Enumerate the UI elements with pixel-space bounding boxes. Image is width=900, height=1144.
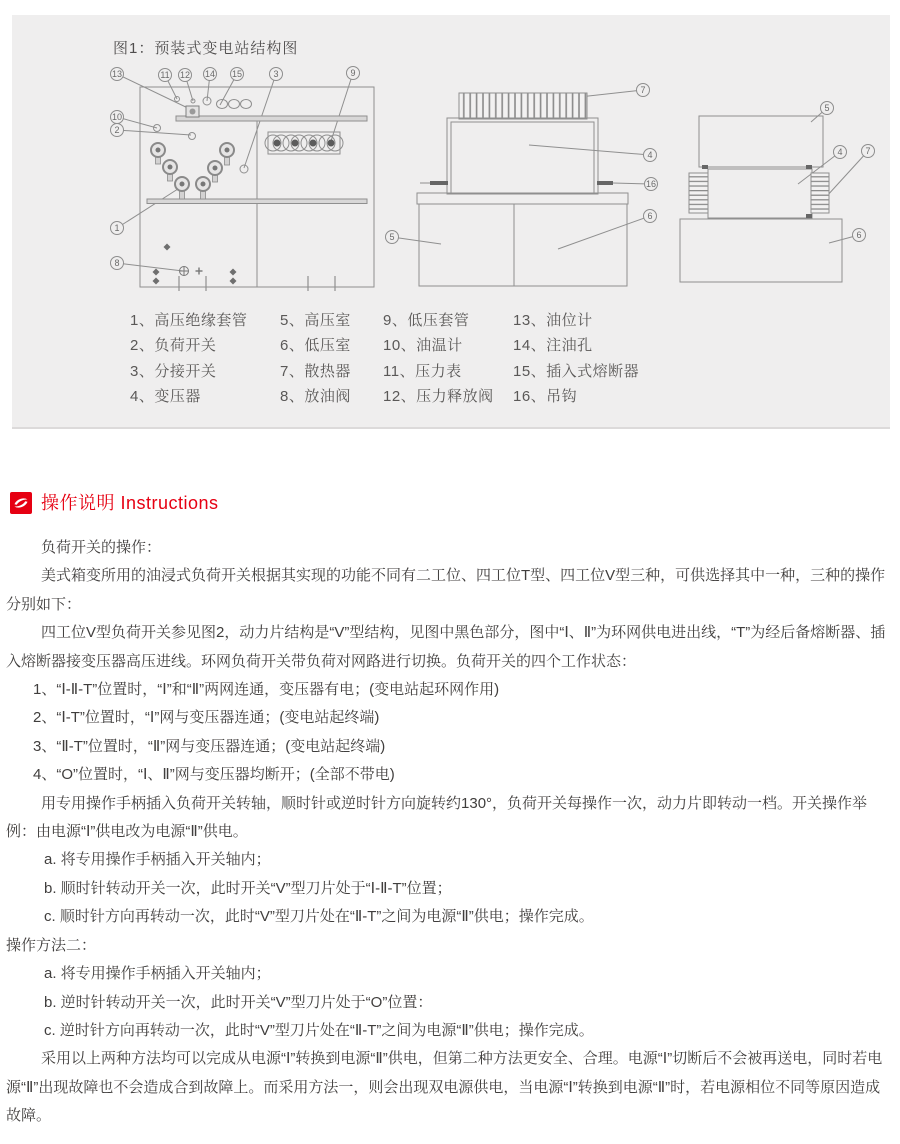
instruction-line: c. 逆时针方向再转动一次，此时“V”型刀片处在“Ⅱ-T”之间为电源“Ⅱ”供电；操作完成。 (44, 1021, 594, 1039)
callout-6: 6 (643, 209, 657, 223)
callout-4: 4 (643, 148, 657, 162)
legend-item: 2、负荷开关 (130, 337, 217, 355)
instruction-line: b. 逆时针转动开关一次，此时开关“V”型刀片处于“O”位置： (44, 993, 433, 1011)
legend-item: 6、低压室 (280, 337, 351, 355)
callout-16: 16 (645, 179, 656, 189)
instruction-line: a. 将专用操作手柄插入开关轴内； (44, 851, 271, 869)
instruction-line: 3、“Ⅱ-T”位置时，“Ⅱ”网与变压器连通；(变电站起终端) (33, 737, 386, 755)
callout-12: 12 (179, 70, 190, 80)
legend-item: 5、高压室 (280, 312, 351, 329)
brand-logo-icon (10, 492, 32, 514)
instruction-line: 四工位V型负荷开关参见图2，动力片结构是“V”型结构，见图中黑色部分，图中“Ⅰ、Ⅱ”为环网供电进出线，“T”为经后备熔断器、插入熔断器接变压器高压进线。环网负荷开关带负荷对网路进行切换。负荷开关的四个工作状态： (6, 624, 886, 670)
front-view-diagram (117, 73, 374, 291)
callout-3: 3 (269, 67, 283, 81)
instructions-title: 操作说明 Instructions (41, 493, 219, 513)
legend-item: 1、高压绝缘套管 (130, 312, 248, 329)
callout-8: 8 (110, 256, 124, 270)
legend-item: 13、油位计 (513, 312, 593, 329)
instructions-header (10, 492, 219, 514)
legend-item: 7、散热器 (280, 362, 351, 380)
instruction-line: 负荷开关的操作： (41, 539, 162, 556)
callout-9: 9 (346, 66, 360, 80)
instruction-line: a. 将专用操作手柄插入开关轴内； (44, 965, 271, 983)
end-view-diagram (680, 108, 868, 282)
instruction-line: 4、“O”位置时，“Ⅰ、Ⅱ”网与变压器均断开；(全部不带电) (33, 766, 395, 784)
legend-item: 11、压力表 (383, 362, 462, 380)
instruction-line: 美式箱变所用的油浸式负荷开关根据其实现的功能不同有二工位、四工位T型、四工位V型三种，可供选择其中一种，三种的操作分别如下： (6, 567, 886, 613)
legend-item: 12、压力释放阀 (383, 387, 494, 405)
legend-item: 10、油温计 (383, 337, 463, 355)
callout-1: 1 (110, 221, 124, 235)
callout-13: 13 (111, 69, 122, 79)
figure-title: 图1：预装式变电站结构图 (113, 40, 299, 57)
callout-2: 2 (110, 123, 124, 137)
callout-5: 5 (385, 230, 399, 244)
callout-5: 5 (820, 101, 834, 115)
instructions-body (6, 534, 892, 1131)
callout-11: 11 (158, 68, 172, 82)
instruction-line: 操作方法二： (6, 936, 97, 954)
callout-14: 14 (204, 69, 215, 79)
legend-item: 4、变压器 (130, 387, 201, 405)
callout-15: 15 (231, 69, 242, 79)
instruction-line: c. 顺时针方向再转动一次，此时“V”型刀片处在“Ⅱ-T”之间为电源“Ⅱ”供电；操作完成。 (44, 908, 594, 926)
instruction-line: b. 顺时针转动开关一次，此时开关“V”型刀片处于“Ⅰ-Ⅱ-T”位置； (44, 879, 452, 897)
callout-7: 7 (861, 144, 875, 158)
callout-4: 4 (833, 145, 847, 159)
legend-column-1 (130, 308, 247, 409)
legend-item: 8、放油阀 (280, 387, 351, 405)
legend-item: 14、注油孔 (513, 337, 593, 355)
instruction-line: 1、“Ⅰ-Ⅱ-T”位置时，“Ⅰ”和“Ⅱ”两网连通，变压器有电；(变电站起环网作用) (33, 681, 500, 699)
legend-column-2 (280, 308, 351, 409)
instruction-line: 采用以上两种方法均可以完成从电源“Ⅰ”转换到电源“Ⅱ”供电，但第二种方法更安全、合理。电源“Ⅰ”切断后不会被再送电，同时若电源“Ⅱ”出现故障也不会造成合到故障上。而采用方法一，则会出现双电源供电，当电源“Ⅰ”转换到电源“Ⅱ”时，若电源相位不同等原因造成故障。 (6, 1050, 883, 1125)
legend-item: 15、插入式熔断器 (513, 362, 640, 380)
side-view-diagram (392, 90, 651, 286)
legend-column-4 (513, 308, 639, 409)
legend-item: 3、分接开关 (130, 362, 217, 380)
instruction-line: 2、“Ⅰ-T”位置时，“Ⅰ”网与变压器连通；(变电站起终端) (33, 709, 380, 727)
callout-10: 10 (111, 112, 122, 122)
legend-item: 9、低压套管 (383, 312, 470, 329)
legend-column-3 (383, 308, 494, 409)
callout-7: 7 (636, 83, 650, 97)
legend-item: 16、吊钩 (513, 387, 578, 405)
callout-6: 6 (852, 228, 866, 242)
instruction-line: 用专用操作手柄插入负荷开关转轴，顺时针或逆时针方向旋转约130°，负荷开关每操作一次，动力片即转动一档。开关操作举例：由电源“Ⅰ”供电改为电源“Ⅱ”供电。 (6, 794, 868, 841)
